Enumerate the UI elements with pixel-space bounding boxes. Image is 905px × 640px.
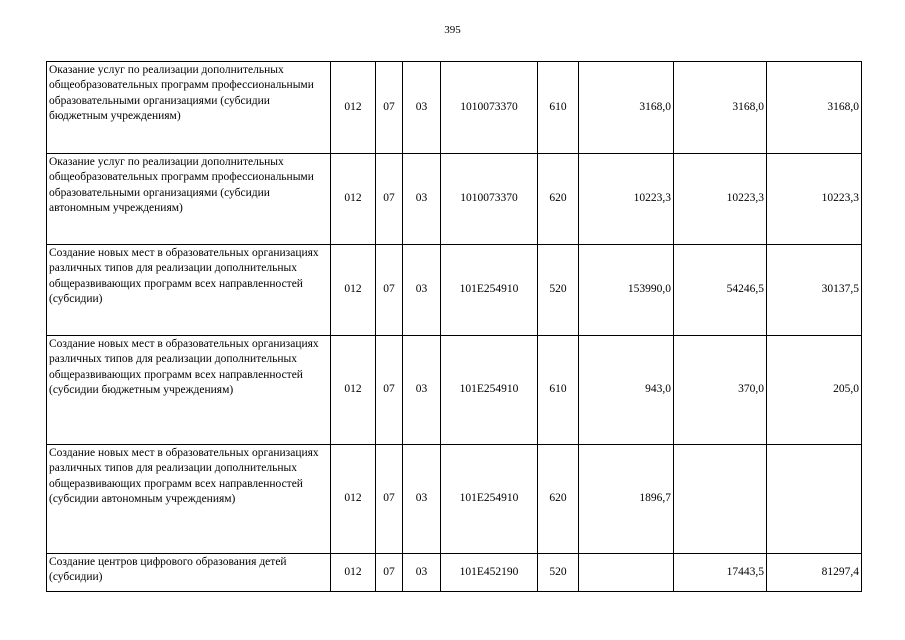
- expense-type-code: 610: [538, 336, 579, 445]
- expense-type-code: 620: [538, 154, 579, 245]
- expense-type-code: 610: [538, 62, 579, 154]
- target-article-code: 101E452190: [441, 554, 538, 592]
- amount-year-3: 30137,5: [767, 245, 862, 336]
- subsection-code: 03: [403, 245, 441, 336]
- target-article-code: 1010073370: [441, 62, 538, 154]
- row-description: Создание центров цифрового образования детей (субсидии): [47, 554, 331, 592]
- subsection-code: 03: [403, 336, 441, 445]
- subsection-code: 03: [403, 554, 441, 592]
- amount-year-2: 17443,5: [674, 554, 767, 592]
- section-code: 07: [376, 154, 403, 245]
- ministry-code: 012: [331, 554, 376, 592]
- row-description: Создание новых мест в образовательных организациях различных типов для реализации дополнительных общеразвивающих программ всех направленностей (субсидии бюджетным учреждениям): [47, 336, 331, 445]
- table-row: [47, 245, 862, 336]
- table-row: [47, 62, 862, 154]
- amount-year-2: [674, 445, 767, 554]
- row-description: Оказание услуг по реализации дополнительных общеобразовательных программ профессиональными образовательными организациями (субсидии бюджетным учреждениям): [47, 62, 331, 154]
- section-code: 07: [376, 445, 403, 554]
- amount-year-3: 3168,0: [767, 62, 862, 154]
- section-code: 07: [376, 336, 403, 445]
- target-article-code: 101E254910: [441, 245, 538, 336]
- expense-type-code: 520: [538, 245, 579, 336]
- table-row: [47, 445, 862, 554]
- ministry-code: 012: [331, 245, 376, 336]
- ministry-code: 012: [331, 336, 376, 445]
- table-row: [47, 154, 862, 245]
- amount-year-2: 10223,3: [674, 154, 767, 245]
- page-number: 395: [444, 24, 461, 36]
- amount-year-1: 10223,3: [579, 154, 674, 245]
- subsection-code: 03: [403, 154, 441, 245]
- table-row: [47, 554, 862, 592]
- ministry-code: 012: [331, 62, 376, 154]
- row-description: Оказание услуг по реализации дополнительных общеобразовательных программ профессиональными образовательными организациями (субсидии автономным учреждениям): [47, 154, 331, 245]
- subsection-code: 03: [403, 445, 441, 554]
- amount-year-1: 943,0: [579, 336, 674, 445]
- amount-year-1: 1896,7: [579, 445, 674, 554]
- expense-type-code: 520: [538, 554, 579, 592]
- row-description: Создание новых мест в образовательных организациях различных типов для реализации дополнительных общеразвивающих программ всех направленностей (субсидии): [47, 245, 331, 336]
- amount-year-1: 3168,0: [579, 62, 674, 154]
- amount-year-2: 3168,0: [674, 62, 767, 154]
- amount-year-2: 370,0: [674, 336, 767, 445]
- subsection-code: 03: [403, 62, 441, 154]
- target-article-code: 101E254910: [441, 336, 538, 445]
- amount-year-3: 10223,3: [767, 154, 862, 245]
- table-row: [47, 336, 862, 445]
- amount-year-3: 81297,4: [767, 554, 862, 592]
- amount-year-2: 54246,5: [674, 245, 767, 336]
- section-code: 07: [376, 62, 403, 154]
- target-article-code: 1010073370: [441, 154, 538, 245]
- amount-year-1: 153990,0: [579, 245, 674, 336]
- amount-year-3: 205,0: [767, 336, 862, 445]
- amount-year-1: [579, 554, 674, 592]
- section-code: 07: [376, 554, 403, 592]
- ministry-code: 012: [331, 445, 376, 554]
- budget-table: [46, 61, 862, 592]
- ministry-code: 012: [331, 154, 376, 245]
- amount-year-3: [767, 445, 862, 554]
- section-code: 07: [376, 245, 403, 336]
- expense-type-code: 620: [538, 445, 579, 554]
- row-description: Создание новых мест в образовательных организациях различных типов для реализации дополнительных общеразвивающих программ всех направленностей (субсидии автономным учреждениям): [47, 445, 331, 554]
- target-article-code: 101E254910: [441, 445, 538, 554]
